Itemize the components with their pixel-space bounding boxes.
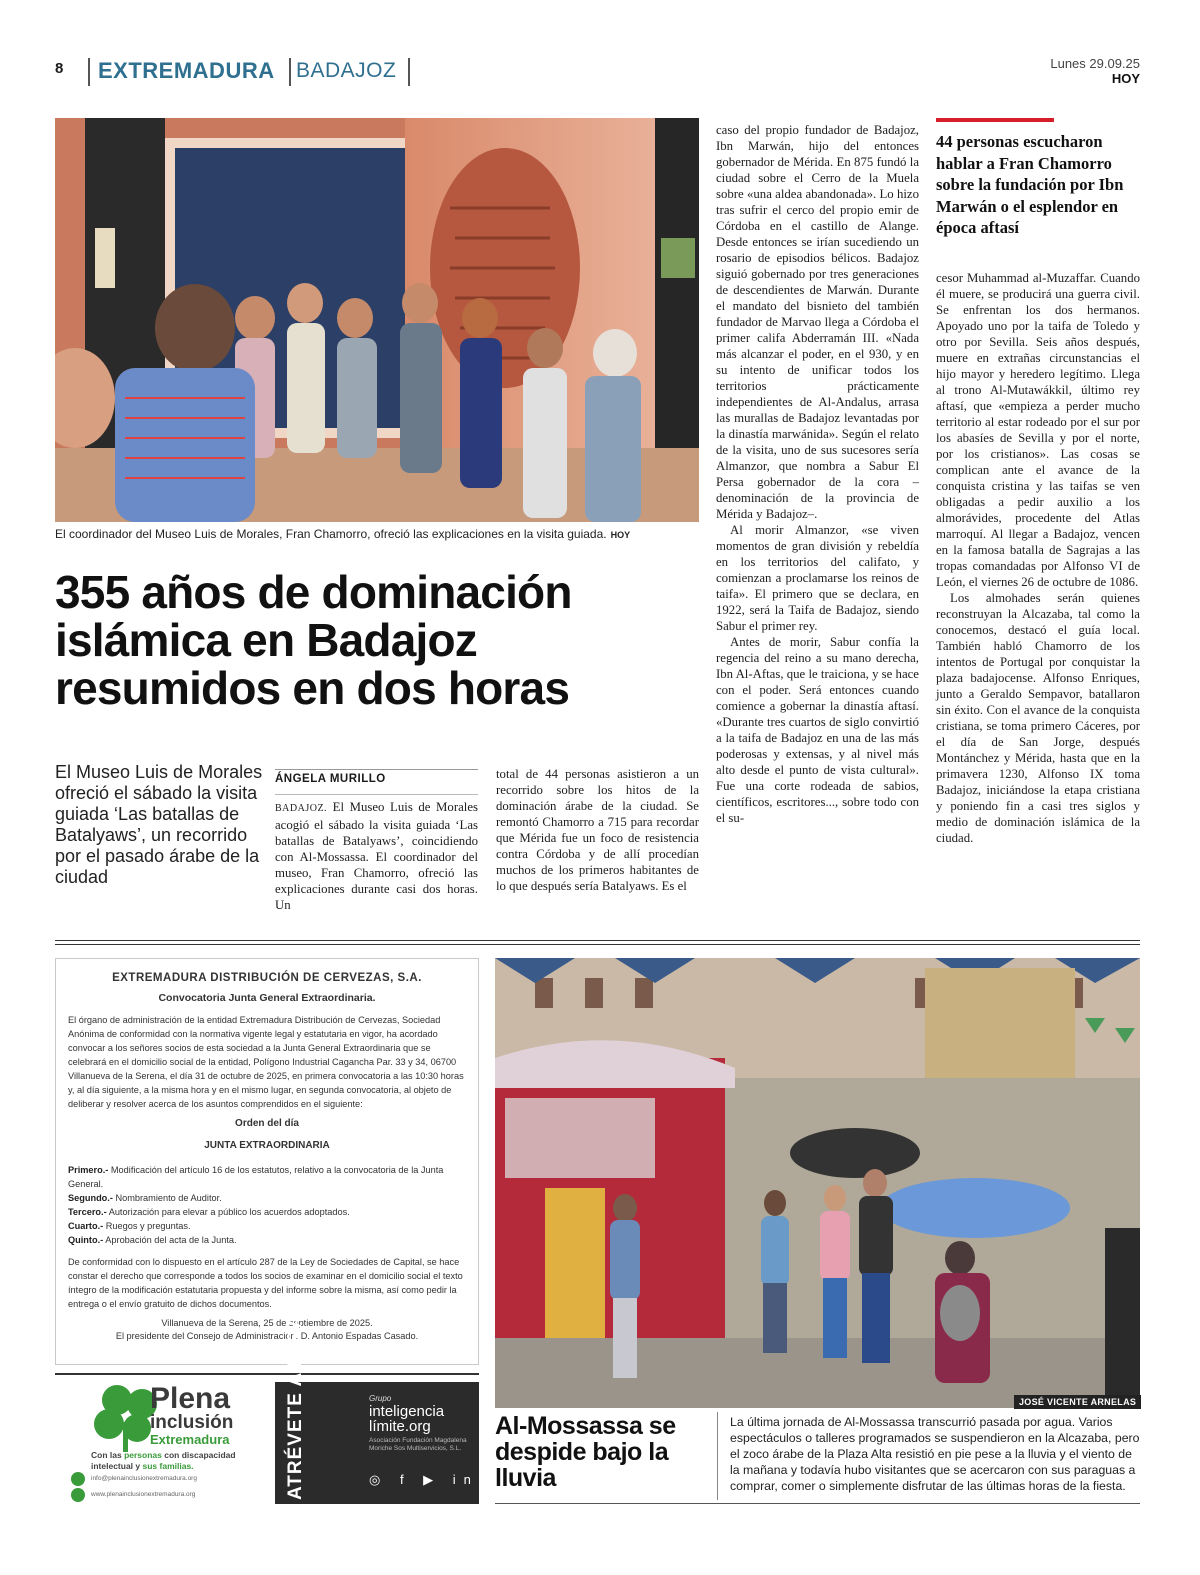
notice-subtitle: Convocatoria Junta General Extraordinaria.: [158, 992, 376, 1004]
plena-email: info@plenainclusionextremadura.org: [91, 1475, 197, 1482]
ad-grupo-label: Grupo: [369, 1394, 392, 1403]
notice-legal-text: De conformidad con lo dispuesto en el artículo 287 de la Ley de Sociedades de Capital, se hace constar el derecho que corresponde a todos los socios de examinar en el domicilio social el texto íntegro de la modificación estatutaria propuesta y del informe sobre la misma, así como pedir la entrega o el envío gratuito de dichos documentos.: [68, 1257, 463, 1309]
agenda-item-label: Tercero.-: [68, 1207, 107, 1217]
secondary-headline: Al-Mossassa se despide bajo la lluvia: [495, 1412, 676, 1492]
date-text: Lunes 29.09.25: [1050, 56, 1140, 71]
article-paragraph: Los almohades serán quienes reconstruyan la Alcazaba, tal como la conocemos, destacó el guía local. También habló Chamorro de los intentos de Portugal por conquistar la plaza badajocense. Alfonso Enriques, junto a Geraldo Sempavor, batallaron sin éxito. Con el avance de la conquista cristiana, se toma primero Cáceres, por el día de San Jorge, después Montánchez y Mérida, hasta que en la primavera 1230, Alfonso IX toma Badajoz, iniciándose la etapa cristiana y poniendo fin a casi tres siglos y medio de dominación islámica de la ciudad.: [936, 591, 1140, 845]
museum-visit-illustration: [55, 118, 699, 522]
agenda-item-text: Modificación del artículo 16 de los estatutos, relativo a la convocatoria de la Junta General.: [68, 1165, 444, 1189]
plena-inclusion-ad: [55, 1382, 260, 1504]
tagline-text: Con las: [91, 1450, 122, 1460]
agenda-item-label: Quinto.-: [68, 1235, 104, 1245]
agenda-item-text: Aprobación del acta de la Junta.: [105, 1235, 237, 1245]
agenda-item-text: Ruegos y preguntas.: [105, 1221, 191, 1231]
rainy-market-photo: [495, 958, 1140, 1408]
agenda-item-label: Cuarto.-: [68, 1221, 104, 1231]
secondary-caption: La última jornada de Al-Mossassa transcurrió pasada por agua. Varios espectáculos o talleres programados se suspendieron en la Alcazaba, pero el zoco árabe de la Plaza Alta resistió en pie pese a la lluvia y el viento de la mañana y todavía hubo visitantes que se acercaron con sus paraguas a comprar, comer o simplemente disfrutar de las últimas horas de la fiesta.: [730, 1415, 1140, 1493]
agenda-item: [68, 1205, 466, 1219]
plena-tagline: [91, 1450, 260, 1472]
header-divider: [408, 58, 410, 86]
article-column-3: [716, 122, 919, 826]
issue-date: [1050, 56, 1140, 86]
inteligencia-limite-ad: [275, 1298, 479, 1504]
article-paragraph: Antes de morir, Sabur confía la regencia del reino a su mano derecha, Ibn Al-Aftas, que le traiciona, y se hace con el poder. Será entonces cuando comience a gobernar la dinastía aftasí. «Durante tres cuartos de siglo convirtió a la taifa de Badajoz en una de las más poderosas y extensas, y al nivel más alto desde el punto de vista cultural». Fue una corte rodeada de sabios, científicos, escritores..., sobre todo con el su-: [716, 635, 919, 825]
vertical-slogan: ATRÉVETE A MIRAR: [285, 1298, 306, 1500]
museum-visit-photo: [55, 118, 699, 522]
subsection-title: BADAJOZ: [296, 59, 397, 82]
agenda-item-text: Autorización para elevar a público los acuerdos adoptados.: [108, 1207, 350, 1217]
legal-notice-ad: [55, 958, 479, 1365]
page-number: 8: [55, 60, 64, 77]
caption-text: El coordinador del Museo Luis de Morales, Fran Chamorro, ofreció las explicaciones en la visita guiada.: [55, 527, 607, 541]
market-illustration: [495, 958, 1140, 1408]
notice-body: El órgano de administración de la entidad Extremadura Distribución de Cervezas, Sociedad Anónima de conformidad con la normativa vigente legal y estatutaria en vigor, ha acordado convocar a los señores socios de esta sociedad a la Junta General Extraordinaria que se celebrará en el domicilio social de la entidad, Polígono Industrial Caganchа Par. 33 y 34, 06700 Villanueva de la Serena, el día 31 de octubre de 2025, en primera convocatoria a las 10:30 horas y, al día siguiente, a la misma hora y en el mismo lugar, en segunda convocatoria, al objeto de deliberar y resolver acerca de los asuntos comprendidos en el siguiente:: [68, 1015, 464, 1109]
agenda-item-text: Nombramiento de Auditor.: [115, 1193, 222, 1203]
tagline-highlight: personas: [124, 1450, 162, 1460]
plena-web: www.plenainclusionextremadura.org: [91, 1491, 196, 1498]
tagline-highlight: sus familias.: [142, 1461, 194, 1471]
article-paragraph: total de 44 personas asistieron a un recorrido sobre los hitos de la dominación árabe de la ciudad. Se remontó Chamorro a 715 para recordar que Mérida fue un foco de resistencia contra Córdoba y de allí procedían muchos de los primeros habitantes de lo que después sería Batalyaws. Es el: [496, 767, 699, 893]
agenda-item: [68, 1219, 466, 1233]
notice-company: EXTREMADURA DISTRIBUCIÓN DE CERVEZAS, S.A.: [112, 972, 422, 984]
section-separator: [55, 940, 1140, 941]
social-icons: ◎ f ▶ in: [369, 1472, 479, 1487]
ad-association: Asociación Fundación Magdalena Moriche Sos Multiservicios, S.L.: [369, 1437, 467, 1452]
photo-credit: HOY: [610, 530, 631, 540]
pull-quote: 44 personas escucharon hablar a Fran Chamorro sobre la fundación por Ibn Marwán o el esplendor en época aftasí: [936, 132, 1124, 237]
agenda-item-label: Segundo.-: [68, 1193, 113, 1203]
email-icon: [71, 1472, 85, 1486]
article-column-2: [496, 766, 699, 894]
plena-title: Plena: [150, 1382, 231, 1415]
article-paragraph: Al morir Almanzor, «se viven momentos de gran división y rebeldía en los territorios del califato, y comienzan a proclamarse los reinos de taifa». El primero que se declara, en 1922, será la Taifa de Badajoz, siendo Sabur el primer rey.: [716, 523, 919, 633]
notice-signature: El presidente del Consejo de Administración. D. Antonio Espadas Casado.: [115, 1331, 419, 1341]
plena-subtitle: inclusión: [150, 1412, 234, 1433]
article-paragraph: [275, 799, 478, 913]
section-title: EXTREMADURA: [98, 58, 275, 83]
headline: 355 años de dominación islámica en Badajoz resumidos en dos horas: [55, 566, 572, 714]
photo-credit: JOSÉ VICENTE ARNELAS: [1014, 1395, 1141, 1409]
section-separator: [55, 1373, 479, 1375]
section-separator: [55, 944, 1140, 945]
plena-region: Extremadura: [150, 1432, 230, 1447]
article-paragraph: cesor Muhammad al-Muzaffar. Cuando él muere, se producirá una guerra civil. Se enfrentan los dos hermanos. Apoyado uno por la taifa de Toledo y otro por Sevilla. Seis años después, muere en extrañas circunstancias el hijo mayor y heredero legítimo. Llega al trono Al-Mutawákkil, último rey aftasí, que «empieza a perder mucho territorio al estar rodeado por el sur por los abasíes de Sevilla y por el norte, por los cristianos». Las cosas se complican ante el avance de la conquista cristina y las taifas se ven obligadas a pedir auxilio a los almorávides, procedente del Atlas marroquí. Al llegar a Badajoz, vencen en la famosa batalla de Sagrajas a las tropas comandadas por Alfonso VI de León, el viernes 26 de octubre de 1086.: [936, 271, 1140, 589]
bottom-rule: [495, 1503, 1140, 1504]
byline-rule: [275, 794, 478, 795]
byline-rule: [275, 769, 478, 770]
article-column-1: [275, 799, 478, 913]
header-divider: [289, 58, 291, 86]
paper-name: HOY: [1111, 71, 1140, 86]
notice-junta: JUNTA EXTRAORDINARIA: [204, 1140, 330, 1151]
header-divider: [88, 58, 90, 86]
notice-order-title: Orden del día: [235, 1118, 299, 1129]
notice-signature-block: [68, 1317, 466, 1343]
article-column-4: [936, 270, 1140, 846]
agenda-item: [68, 1191, 466, 1205]
lead-paragraph: El Museo Luis de Morales ofreció el sábado la visita guiada ‘Las batallas de Batalyaws’, un recorrido por el pasado árabe de la ciudad: [55, 762, 263, 887]
article-paragraph: caso del propio fundador de Badajoz, Ibn Marwán, hijo del entonces gobernador de Mérida. En 875 fundó la ciudad sobre el Cerro de la Muela sobre «una aldea abandonada». Lo hizo tras sufrir el cerco del propio emir de Córdoba en el castillo de Alange. Desde entonces se irían sucediendo un rosario de episodios bélicos. Badajoz siguió gobernado por tres generaciones de descendientes de Marwán. Durante el mandato del bisnieto del también fundador de Marvao llega a Córdoba el primer califa Abderramán III. «Nada más alcanzar el poder, en el 930, y en su intento de unificar todos los territorios prácticamente independientes de Al-Andalus, arrasa las murallas de Badajoz levantadas por la dinastía marwánida». Según el relato de la visita, uno de sus sucesores sería Almanzor, que nombra a Sabur El Persa gobernador de la cora –denominación de la provincia de Mérida y Badajoz–.: [716, 123, 919, 521]
byline: ÁNGELA MURILLO: [275, 773, 386, 785]
highlight-accent-bar: [936, 118, 1054, 122]
ad-brand-name: inteligencia límite.org: [369, 1403, 445, 1435]
agenda-item-label: Primero.-: [68, 1165, 109, 1175]
photo-caption: [55, 527, 700, 541]
dateline: BADAJOZ.: [275, 803, 328, 814]
agenda-item: [68, 1163, 466, 1191]
paragraph-text: El Museo Luis de Morales acogió el sábado la visita guiada ‘Las batallas de Batalyaws’, coincidiendo con Al-Mossassa. El coordinador del museo, Fran Chamorro, ofreció las explicaciones durante casi dos horas. Un: [275, 800, 478, 912]
web-icon: [71, 1488, 85, 1502]
notice-place-date: Villanueva de la Serena, 25 de septiembre de 2025.: [161, 1318, 373, 1328]
tagline-text: con discapacidad intelectual y: [91, 1450, 236, 1471]
agenda-item: [68, 1233, 466, 1247]
caption-divider: [717, 1412, 718, 1500]
